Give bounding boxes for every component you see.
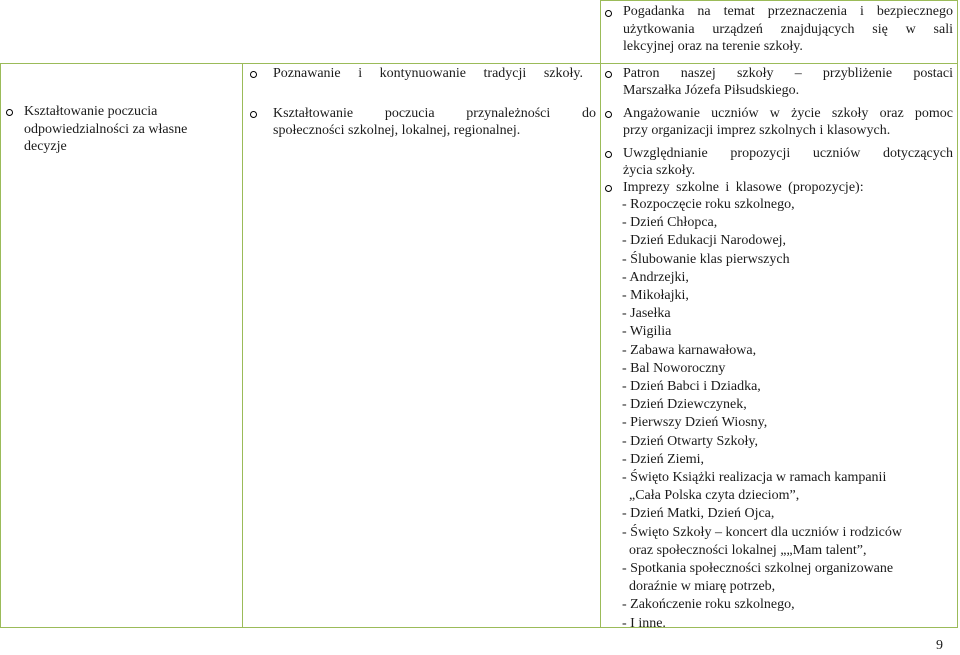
list-item: - Wigilia [622,324,672,340]
list-item: - Ślubowanie klas pierwszych [622,251,790,267]
page-number: 9 [936,638,943,653]
col3-uwzgl-l2: życia szkoły. [623,163,696,178]
list-item: - Jasełka [622,306,671,322]
col3-talk-l3: lekcyjnej oraz na terenie szkoły. [623,39,803,54]
col1-goal [24,103,234,156]
list-item: - Dzień Ziemi, [622,451,705,467]
col1-line: Kształtowanie poczucia [24,104,158,119]
bullet-icon [250,111,257,118]
list-item: „Cała Polska czyta dzieciom”, [622,488,800,504]
list-item: - Bal Noworoczny [622,360,726,376]
list-item: - Dzień Dziewczynek, [622,397,747,413]
events-list [622,196,952,633]
col1-line: decyzje [24,139,67,154]
list-item: - Dzień Edukacji Narodowej, [622,233,787,249]
col3-talk-l2: użytkowania urządzeń znajdujących się w sali [623,22,953,37]
table-border-col2 [600,0,601,628]
list-item: oraz społeczności lokalnej „„Mam talent”, [622,542,867,558]
table-border-right [957,0,958,628]
table-border-row-top [0,63,958,64]
list-item: - Dzień Babci i Dziadka, [622,379,761,395]
bullet-icon [605,111,612,118]
table-border-col1 [242,63,243,628]
bullet-icon [6,109,13,116]
list-item: - Andrzejki, [622,269,689,285]
bullet-icon [605,185,612,192]
list-item: - Dzień Chłopca, [622,215,718,231]
col3-talk-l1: Pogadanka na temat przeznaczenia i bezpiecznego [623,4,953,19]
col3-angaz-l2: przy organizacji imprez szkolnych i klasowych. [623,123,891,138]
list-item: - Święto Książki realizacja w ramach kampanii [622,470,887,486]
col2-item-traditions: Poznawanie i kontynuowanie tradycji szkoły. [273,66,583,81]
col3-angaz-l1: Angażowanie uczniów w życie szkoły oraz pomoc [623,106,953,121]
col3-imprezy-heading: Imprezy szkolne i klasowe (propozycje): [623,180,864,195]
bullet-icon [605,71,612,78]
list-item: - Dzień Otwarty Szkoły, [622,433,758,449]
bullet-icon [605,10,612,17]
list-item: - Rozpoczęcie roku szkolnego, [622,197,795,212]
table-border-top-right [600,0,958,1]
col3-uwzgl-l1: Uwzględnianie propozycji uczniów dotyczących [623,146,953,161]
list-item: - Święto Szkoły – koncert dla uczniów i rodziców [622,524,902,540]
col2-item-belonging-l1: Kształtowanie poczucia przynależności do [273,106,596,121]
col2-item-belonging-l2: społeczności szkolnej, lokalnej, regionalnej. [273,123,521,138]
list-item: - Zabawa karnawałowa, [622,342,757,358]
list-item: - Dzień Matki, Dzień Ojca, [622,506,775,522]
list-item: - I inne. [622,615,666,631]
list-item: - Spotkania społeczności szkolnej organizowane [622,561,894,577]
col1-line: odpowiedzialności za własne [24,121,188,137]
col3-patron-l1: Patron naszej szkoły – przybliżenie postaci [623,66,953,81]
list-item: - Mikołajki, [622,288,689,304]
list-item: doraźnie w miarę potrzeb, [622,579,776,595]
bullet-icon [605,151,612,158]
col3-patron-l2: Marszałka Józefa Piłsudskiego. [623,83,800,98]
table-border-left [0,63,1,628]
bullet-icon [250,71,257,78]
list-item: - Zakończenie roku szkolnego, [622,597,795,613]
list-item: - Pierwszy Dzień Wiosny, [622,415,768,431]
